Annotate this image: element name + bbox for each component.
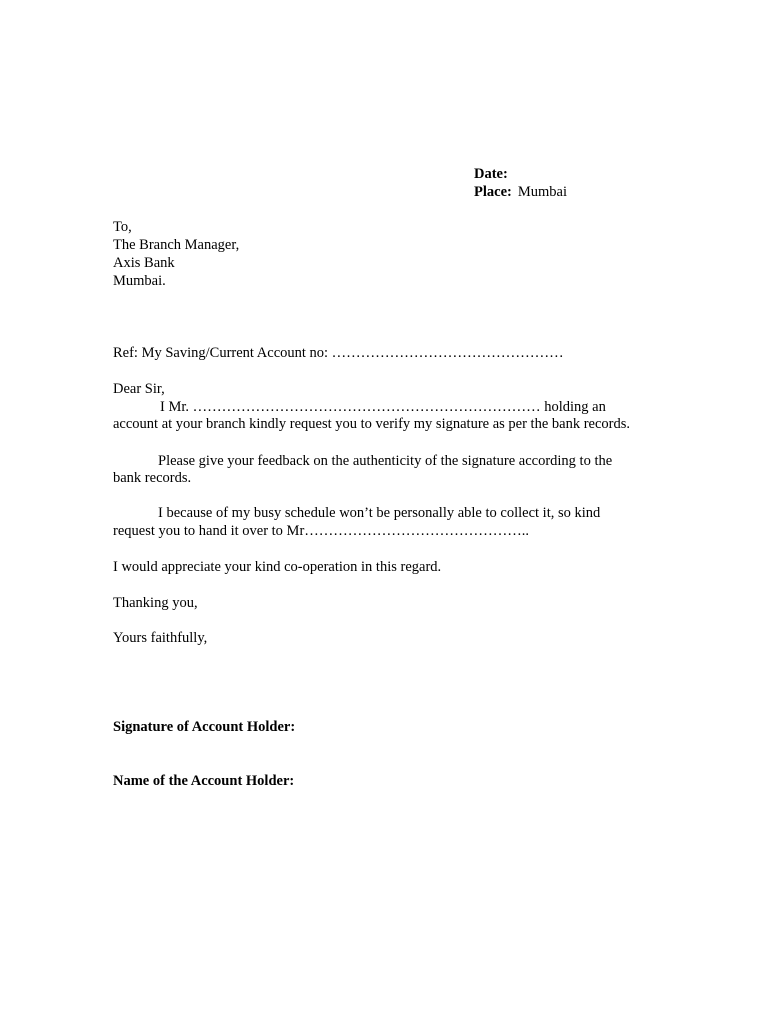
- signature-label: Signature of Account Holder:: [113, 719, 296, 735]
- paragraph-2-line-2: bank records.: [113, 470, 192, 486]
- salutation: Dear Sir,: [113, 381, 165, 397]
- place-value: Mumbai: [517, 184, 567, 200]
- thanking-line: Thanking you,: [113, 595, 198, 611]
- paragraph-3-line-2: request you to hand it over to Mr………………………………………..: [113, 523, 530, 539]
- place-label: Place:: [474, 184, 512, 200]
- address-line-1: The Branch Manager,: [113, 237, 240, 253]
- paragraph-4: I would appreciate your kind co-operation in this regard.: [113, 559, 442, 575]
- closing-line: Yours faithfully,: [113, 630, 208, 646]
- address-to: To,: [113, 219, 132, 235]
- paragraph-2-line-1: Please give your feedback on the authenticity of the signature according to the: [158, 453, 613, 469]
- reference-line: Ref: My Saving/Current Account no: …………………………………………: [113, 345, 564, 361]
- place-row: [474, 183, 567, 201]
- paragraph-3-line-1: I because of my busy schedule won’t be personally able to collect it, so kind: [158, 505, 601, 521]
- account-holder-name-label: Name of the Account Holder:: [113, 773, 295, 789]
- date-row: [474, 165, 567, 183]
- paragraph-1-line-2: account at your branch kindly request you to verify my signature as per the bank records.: [113, 416, 631, 432]
- recipient-address: [113, 218, 239, 290]
- date-label: Date:: [474, 166, 508, 182]
- address-line-2: Axis Bank: [113, 255, 175, 271]
- paragraph-1-line-1: I Mr. ……………………………………………………………… holding an: [160, 399, 606, 415]
- address-line-3: Mumbai.: [113, 273, 166, 289]
- date-place-block: [474, 165, 567, 201]
